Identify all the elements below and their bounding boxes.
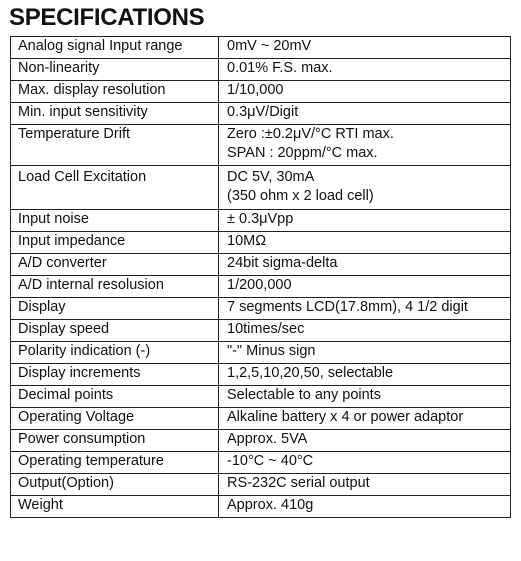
table-row — [11, 103, 511, 125]
specifications-table-body — [11, 37, 511, 518]
spec-value — [219, 254, 511, 276]
table-row — [11, 166, 511, 210]
spec-value — [219, 276, 511, 298]
spec-value-line: 10times/sec — [227, 321, 305, 337]
spec-value-line: Alkaline battery x 4 or power adaptor — [227, 409, 464, 425]
spec-label: Min. input sensitivity — [11, 103, 219, 125]
spec-value-line: 1/10,000 — [227, 82, 284, 98]
spec-value-line: 1,2,5,10,20,50, selectable — [227, 365, 394, 381]
spec-value — [219, 210, 511, 232]
spec-value — [219, 342, 511, 364]
spec-label: A/D converter — [11, 254, 219, 276]
spec-value-line: Approx. 410g — [227, 497, 314, 513]
spec-value — [219, 320, 511, 342]
spec-value-line: "-" Minus sign — [227, 343, 316, 359]
spec-label: Display — [11, 298, 219, 320]
spec-label: Operating Voltage — [11, 408, 219, 430]
spec-label: Display speed — [11, 320, 219, 342]
specifications-table — [10, 36, 511, 518]
spec-label: Weight — [11, 496, 219, 518]
spec-value — [219, 232, 511, 254]
spec-value — [219, 298, 511, 320]
table-row — [11, 496, 511, 518]
table-row — [11, 364, 511, 386]
spec-value-line: 24bit sigma-delta — [227, 255, 338, 271]
table-row — [11, 430, 511, 452]
spec-label: Analog signal Input range — [11, 37, 219, 59]
table-row — [11, 37, 511, 59]
table-row — [11, 408, 511, 430]
spec-label: Operating temperature — [11, 452, 219, 474]
spec-value-line: 0.01% F.S. max. — [227, 60, 333, 76]
table-row — [11, 386, 511, 408]
spec-value — [219, 474, 511, 496]
spec-value — [219, 430, 511, 452]
spec-value-line: 0mV ~ 20mV — [227, 38, 312, 54]
spec-label: Temperature Drift — [11, 125, 219, 166]
spec-value-line: 7 segments LCD(17.8mm), 4 1/2 digit — [227, 299, 468, 315]
spec-value — [219, 496, 511, 518]
spec-value-line: 10MΩ — [227, 233, 267, 249]
spec-value — [219, 364, 511, 386]
spec-value-line: SPAN : 20ppm/°C max. — [227, 145, 378, 161]
spec-value — [219, 386, 511, 408]
spec-value-line: Zero :±0.2μV/°C RTI max. — [227, 126, 394, 142]
table-row — [11, 452, 511, 474]
spec-value-line: Selectable to any points — [227, 387, 381, 403]
table-row — [11, 254, 511, 276]
spec-value-line: Approx. 5VA — [227, 431, 308, 447]
spec-label: A/D internal resolusion — [11, 276, 219, 298]
spec-label: Max. display resolution — [11, 81, 219, 103]
spec-value — [219, 408, 511, 430]
table-row — [11, 232, 511, 254]
spec-value-line: (350 ohm x 2 load cell) — [227, 188, 374, 204]
table-row — [11, 125, 511, 166]
table-row — [11, 210, 511, 232]
page-title: SPECIFICATIONS — [9, 4, 205, 31]
spec-value — [219, 166, 511, 210]
spec-value-line: ± 0.3μVpp — [227, 211, 294, 227]
spec-label: Input noise — [11, 210, 219, 232]
spec-value — [219, 452, 511, 474]
spec-value-line: RS-232C serial output — [227, 475, 370, 491]
spec-label: Polarity indication (-) — [11, 342, 219, 364]
spec-label: Load Cell Excitation — [11, 166, 219, 210]
spec-value — [219, 81, 511, 103]
spec-value-line: -10°C ~ 40°C — [227, 453, 314, 469]
spec-label: Input impedance — [11, 232, 219, 254]
spec-value — [219, 59, 511, 81]
spec-label: Output(Option) — [11, 474, 219, 496]
spec-label: Display increments — [11, 364, 219, 386]
table-row — [11, 474, 511, 496]
table-row — [11, 276, 511, 298]
spec-label: Non-linearity — [11, 59, 219, 81]
spec-value — [219, 125, 511, 166]
table-row — [11, 59, 511, 81]
spec-value-line: DC 5V, 30mA — [227, 169, 315, 185]
spec-value — [219, 37, 511, 59]
spec-label: Decimal points — [11, 386, 219, 408]
spec-value-line: 1/200,000 — [227, 277, 292, 293]
spec-value — [219, 103, 511, 125]
spec-value-line: 0.3μV/Digit — [227, 104, 299, 120]
spec-label: Power consumption — [11, 430, 219, 452]
table-row — [11, 298, 511, 320]
table-row — [11, 320, 511, 342]
table-row — [11, 81, 511, 103]
table-row — [11, 342, 511, 364]
